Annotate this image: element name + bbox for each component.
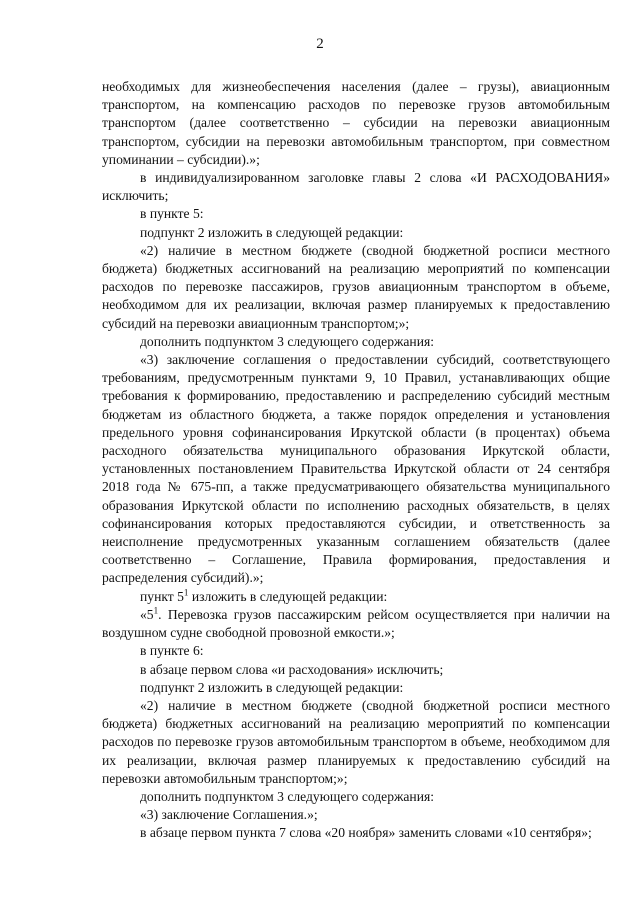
- paragraph-8-sup: 1: [153, 605, 159, 616]
- paragraph-15: в абзаце первом пункта 7 слова «20 ноября» заменить словами «10 сентября»;: [140, 825, 592, 841]
- paragraph-7-post: изложить в следующей редакции:: [188, 588, 388, 604]
- paragraph-3: подпункт 2 изложить в следующей редакции:: [140, 224, 404, 240]
- paragraph-0: необходимых для жизнеобеспечения населения (далее – грузы), авиационным транспортом, на компенсацию расходов по перевозке грузов автомобильным транспортом (далее соответственно – субсидии на перевозки авиационным транспортом, субсидии на перевозки автомобильным транспортом, при совместном упоминании – субсидии).»;: [102, 79, 610, 167]
- paragraph-8-pre: «5: [140, 606, 154, 622]
- page-number: 2: [316, 36, 324, 52]
- paragraph-2: в пункте 5:: [140, 206, 204, 222]
- paragraph-5: дополнить подпунктом 3 следующего содержания:: [140, 333, 435, 349]
- paragraph-10: в абзаце первом слова «и расходования» исключить;: [140, 661, 444, 677]
- paragraph-11: подпункт 2 изложить в следующей редакции:: [140, 679, 404, 695]
- paragraph-9: в пункте 6:: [140, 643, 204, 659]
- paragraph-1: в индивидуализированном заголовке главы 2 слова «И РАСХОДОВАНИЯ» исключить;: [102, 170, 610, 204]
- document-body: [102, 78, 610, 843]
- paragraph-7-pre: пункт 5: [140, 588, 184, 604]
- paragraph-6: «3) заключение соглашения о предоставлении субсидий, соответствующего требованиям, предусмотренным пунктами 9, 10 Правил, устанавливающих общие требования к формированию, предоставлению и распределению субсидий местным бюджетам из областного бюджета, а также порядок определения и установления предельного уровня софинансирования Иркутской области (в процентах) объема расходного обязательства муниципального образования Иркутской области, установленных постановлением Правительства Иркутской области от 24 сентября 2018 года № 675-пп, а также предусматривающего обязательства муниципального образования Иркутской области по исполнению расходных обязательств, в целях софинансирования которых предоставляются субсидии, и ответственность за неисполнение предусмотренных указанным соглашением обязательств (далее соответственно – Соглашение, Правила формирования, предоставления и распределения субсидий).»;: [102, 352, 610, 586]
- paragraph-8-post: . Перевозка грузов пассажирским рейсом осуществляется при наличии на воздушном судне свободной провозной емкости.»;: [102, 606, 610, 641]
- paragraph-13: дополнить подпунктом 3 следующего содержания:: [140, 788, 435, 804]
- paragraph-8: [102, 606, 610, 642]
- paragraph-12: «2) наличие в местном бюджете (сводной бюджетной росписи местного бюджета) бюджетных ассигнований на реализацию мероприятий по компенсации расходов по перевозке грузов автомобильным транспортом в объеме, необходимом для их реализации, включая размер планируемых к предоставлению субсидий на перевозки автомобильным транспортом;»;: [102, 697, 610, 786]
- paragraph-7-sup: 1: [183, 587, 189, 598]
- paragraph-7: [102, 588, 610, 606]
- paragraph-14: «3) заключение Соглашения.»;: [140, 807, 318, 823]
- paragraph-4: «2) наличие в местном бюджете (сводной бюджетной росписи местного бюджета) бюджетных ассигнований на реализацию мероприятий по компенсации расходов по перевозке пассажиров, грузов авиационным транспортом в объеме, необходимом для их реализации, включая размер планируемых к предоставлению субсидий на перевозки авиационным транспортом;»;: [102, 242, 610, 331]
